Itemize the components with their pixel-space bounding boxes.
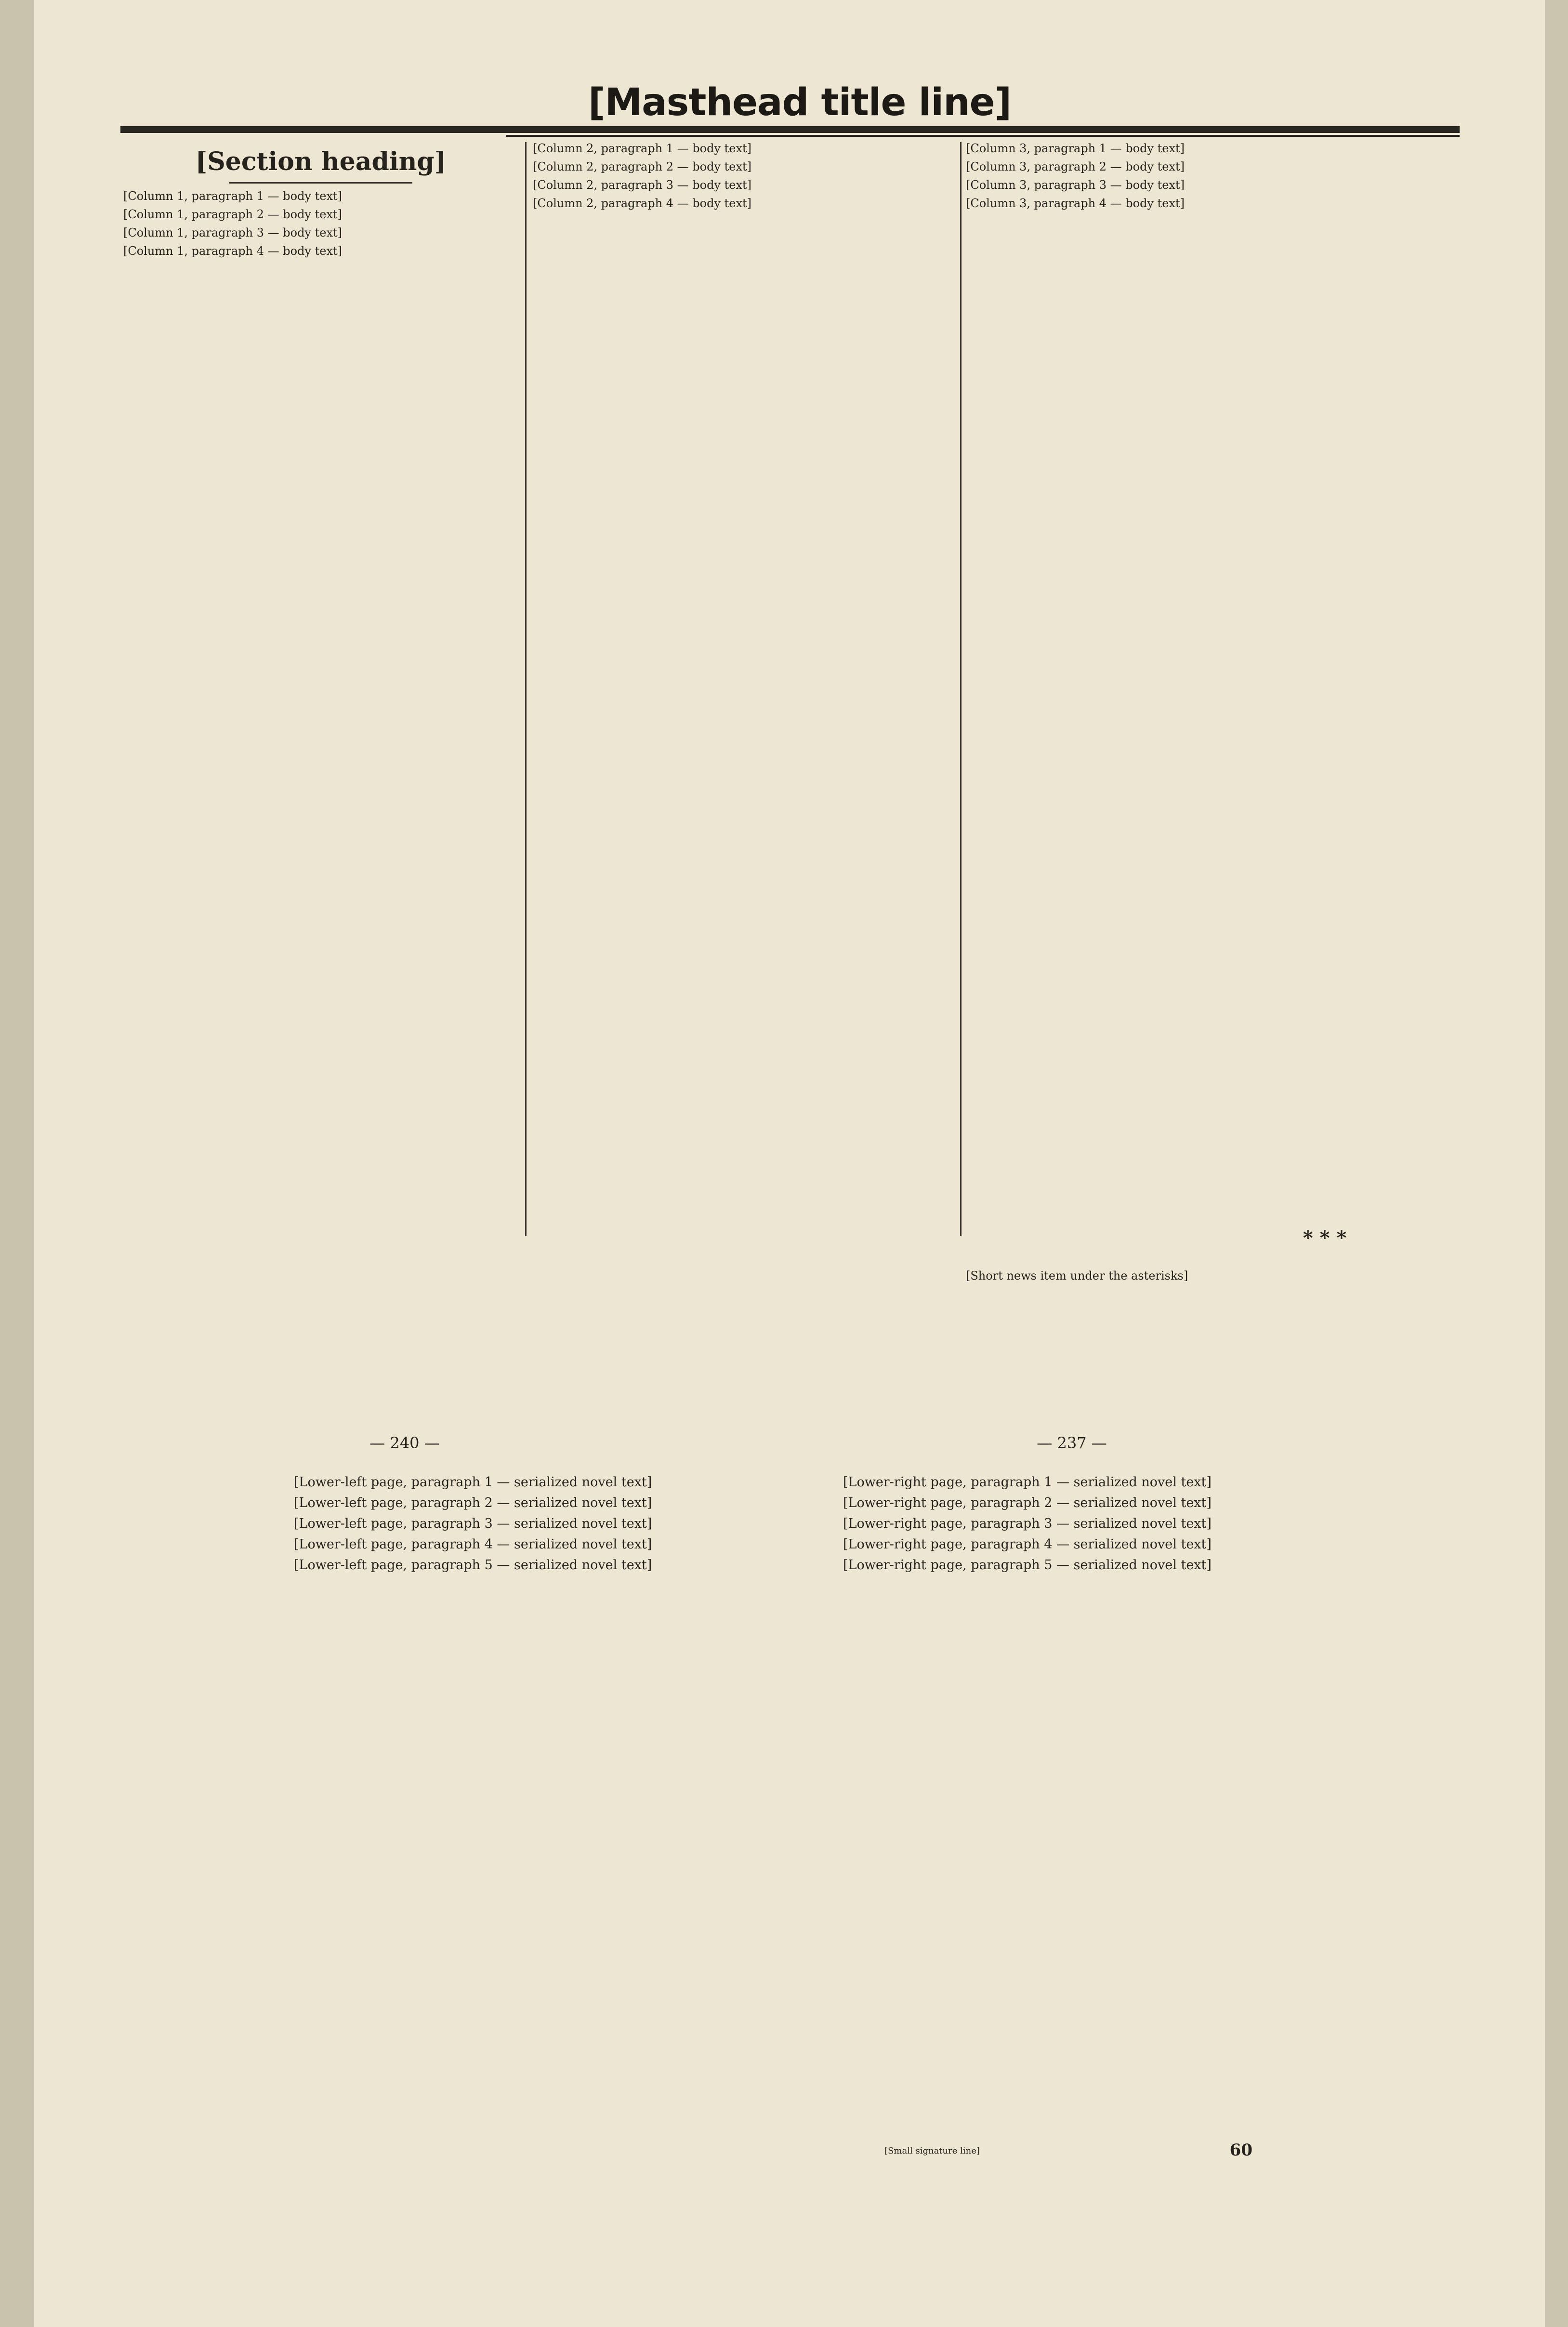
column-paragraph: [Column 3, paragraph 3 — body text] bbox=[966, 178, 1185, 192]
heading-underline bbox=[229, 182, 412, 184]
novel-paragraph: [Lower-right page, paragraph 3 — serialized novel text] bbox=[843, 1516, 1212, 1531]
column-paragraph: [Column 3, paragraph 1 — body text] bbox=[966, 142, 1185, 155]
novel-paragraph: [Lower-left page, paragraph 4 — serialized novel text] bbox=[294, 1537, 652, 1552]
novel-paragraph: [Lower-left page, paragraph 1 — serialized novel text] bbox=[294, 1475, 652, 1490]
column-paragraph: [Column 1, paragraph 3 — body text] bbox=[123, 226, 343, 239]
masthead-title: [Masthead title line] bbox=[588, 81, 1012, 124]
news-column-3 bbox=[966, 140, 1414, 1233]
masthead-thin-rule bbox=[506, 135, 1460, 137]
novel-page-left bbox=[260, 1472, 682, 2127]
section-break-asterisks: * * * bbox=[1303, 1227, 1347, 1249]
printer-signature: [Small signature line] bbox=[884, 2146, 980, 2156]
novel-paragraph: [Lower-left page, paragraph 2 — serialized novel text] bbox=[294, 1495, 652, 1510]
column-paragraph: [Column 3, paragraph 2 — body text] bbox=[966, 160, 1185, 173]
novel-paragraph: [Lower-right page, paragraph 2 — serialized novel text] bbox=[843, 1495, 1212, 1510]
page-right-edge bbox=[1545, 0, 1568, 2327]
masthead-heavy-rule bbox=[120, 126, 1460, 133]
column-paragraph: [Column 3, paragraph 4 — body text] bbox=[966, 197, 1185, 210]
novel-paragraph: [Lower-right page, paragraph 4 — serialized novel text] bbox=[843, 1537, 1212, 1552]
page-number-left: — 240 — bbox=[369, 1434, 440, 1452]
novel-paragraph: [Lower-right page, paragraph 1 — serialized novel text] bbox=[843, 1475, 1212, 1490]
novel-paragraph: [Lower-right page, paragraph 5 — serialized novel text] bbox=[843, 1558, 1212, 1573]
novel-paragraph: [Lower-left page, paragraph 5 — serialized novel text] bbox=[294, 1558, 652, 1573]
news-column-1 bbox=[123, 140, 518, 1243]
novel-paragraph: [Lower-left page, paragraph 3 — serialized novel text] bbox=[294, 1516, 652, 1531]
novel-page-right bbox=[809, 1472, 1228, 2146]
column-paragraph: [Column 1, paragraph 1 — body text] bbox=[123, 189, 343, 203]
column-paragraph: [Column 2, paragraph 1 — body text] bbox=[533, 142, 752, 155]
column-paragraph: [Column 2, paragraph 3 — body text] bbox=[533, 178, 752, 192]
page-number-right: — 237 — bbox=[1037, 1434, 1107, 1452]
column-paragraph: [Column 2, paragraph 4 — body text] bbox=[533, 197, 752, 210]
section-heading: [Section heading] bbox=[195, 147, 447, 176]
column-paragraph: [Column 1, paragraph 2 — body text] bbox=[123, 208, 343, 221]
news-column-2 bbox=[533, 140, 957, 1248]
column-divider bbox=[525, 142, 527, 1236]
column-divider bbox=[960, 142, 962, 1236]
column-paragraph: [Column 1, paragraph 4 — body text] bbox=[123, 244, 343, 258]
signature-number: 60 bbox=[1229, 2141, 1252, 2160]
column-paragraph: [Column 2, paragraph 2 — body text] bbox=[533, 160, 752, 173]
footer-news-item: [Short news item under the asterisks] bbox=[966, 1269, 1188, 1282]
page-left-edge bbox=[0, 0, 34, 2327]
